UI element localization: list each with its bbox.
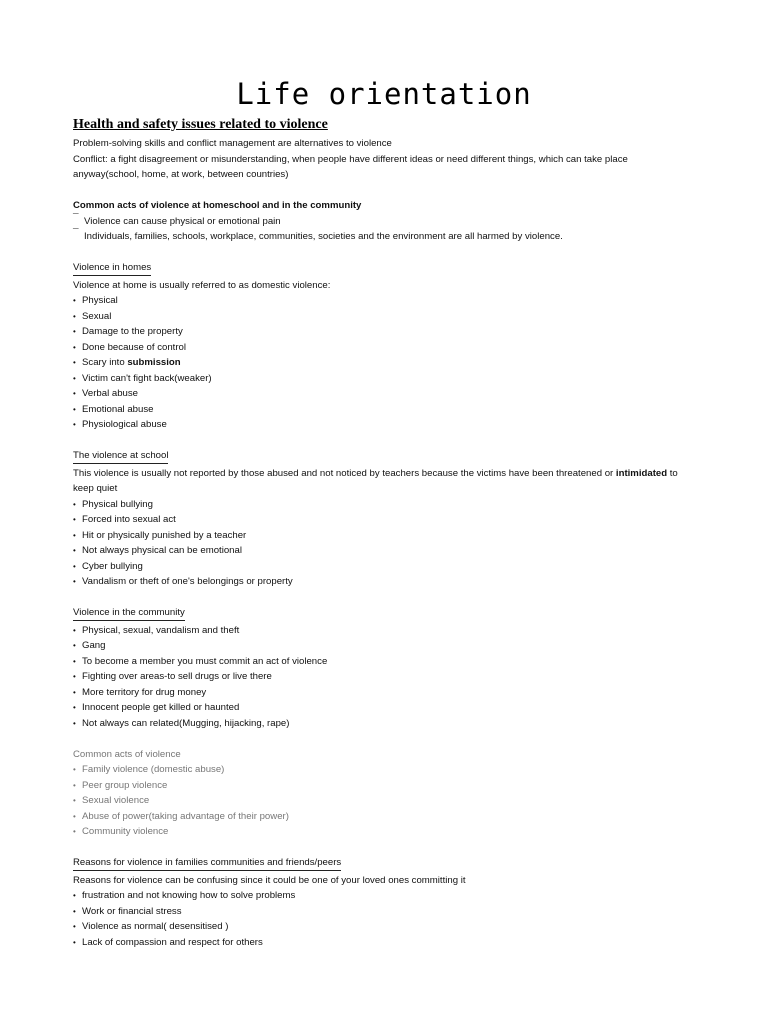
list-item: • Vandalism or theft of one's belongings or property — [73, 574, 695, 590]
common-acts-list — [73, 214, 695, 245]
intro-line-1: Problem-solving skills and conflict management are alternatives to violence — [73, 138, 392, 149]
list-item: • Work or financial stress — [73, 904, 695, 920]
list-item: • Abuse of power(taking advantage of their power) — [73, 809, 695, 825]
list-item: • frustration and not knowing how to solve problems — [73, 888, 695, 904]
list-item: ¯ Individuals, families, schools, workplace, communities, societies and the environment are all harmed by violence. — [73, 229, 695, 245]
intro-line-2: Conflict: a fight disagreement or misunderstanding, when people have different ideas or need different things, which can take place anyway(school, home, at work, between countries) — [73, 153, 628, 180]
list-item-scary — [73, 355, 695, 371]
list-item: • Hit or physically punished by a teacher — [73, 528, 695, 544]
school-intro-after: to keep quiet — [73, 467, 678, 494]
list-item: • Verbal abuse — [73, 386, 695, 402]
school-intro — [73, 466, 695, 497]
school-intro-before: This violence is usually not reported by those abused and not noticed by teachers because the victims have been threatened or — [73, 467, 616, 479]
common2-list — [73, 762, 695, 840]
list-item: • To become a member you must commit an act of violence — [73, 654, 695, 670]
list-item: • Lack of compassion and respect for others — [73, 935, 695, 951]
homes-list — [73, 293, 695, 433]
community-heading: Violence in the community — [73, 606, 185, 621]
page-title: Life orientation — [236, 77, 532, 111]
list-item: • Community violence — [73, 824, 695, 840]
school-intro-bold: intimidated — [615, 467, 668, 479]
list-item: • Peer group violence — [73, 778, 695, 794]
list-item: • Done because of control — [73, 340, 695, 356]
list-item: • Sexual violence — [73, 793, 695, 809]
list-item: • Forced into sexual act — [73, 512, 695, 528]
common-acts-heading: Common acts of violence at homeschool and in the community — [73, 200, 362, 211]
list-item: • More territory for drug money — [73, 685, 695, 701]
homes-intro: Violence at home is usually referred to as domestic violence: — [73, 279, 331, 291]
list-item: • Physical, sexual, vandalism and theft — [73, 623, 695, 639]
school-heading: The violence at school — [73, 449, 168, 464]
list-item: • Victim can't fight back(weaker) — [73, 371, 695, 387]
list-item: • Not always physical can be emotional — [73, 543, 695, 559]
list-item: • Gang — [73, 638, 695, 654]
list-item: • Damage to the property — [73, 324, 695, 340]
list-item: • Violence as normal( desensitised ) — [73, 919, 695, 935]
list-item: • Physiological abuse — [73, 417, 695, 433]
common2-heading: Common acts of violence — [73, 748, 181, 760]
list-item: • Sexual — [73, 309, 695, 325]
list-item: • Cyber bullying — [73, 559, 695, 575]
scary-bold: submission — [127, 357, 181, 368]
scary-prefix: Scary into — [82, 357, 128, 368]
list-item: • Innocent people get killed or haunted — [73, 700, 695, 716]
list-item: • Physical bullying — [73, 497, 695, 513]
reasons-list — [73, 888, 695, 950]
reasons-heading: Reasons for violence in families communities and friends/peers — [73, 856, 341, 871]
list-item: ¯ Violence can cause physical or emotional pain — [73, 214, 695, 230]
list-item: • Fighting over areas-to sell drugs or live there — [73, 669, 695, 685]
list-item: • Family violence (domestic abuse) — [73, 762, 695, 778]
list-item: • Emotional abuse — [73, 402, 695, 418]
school-list — [73, 497, 695, 590]
main-heading: Health and safety issues related to violence — [73, 117, 328, 132]
homes-heading: Violence in homes — [73, 261, 151, 276]
list-item: • Physical — [73, 293, 695, 309]
reasons-intro: Reasons for violence can be confusing since it could be one of your loved ones committing it — [73, 874, 466, 886]
list-item: • Not always can related(Mugging, hijacking, rape) — [73, 716, 695, 732]
community-list — [73, 623, 695, 732]
